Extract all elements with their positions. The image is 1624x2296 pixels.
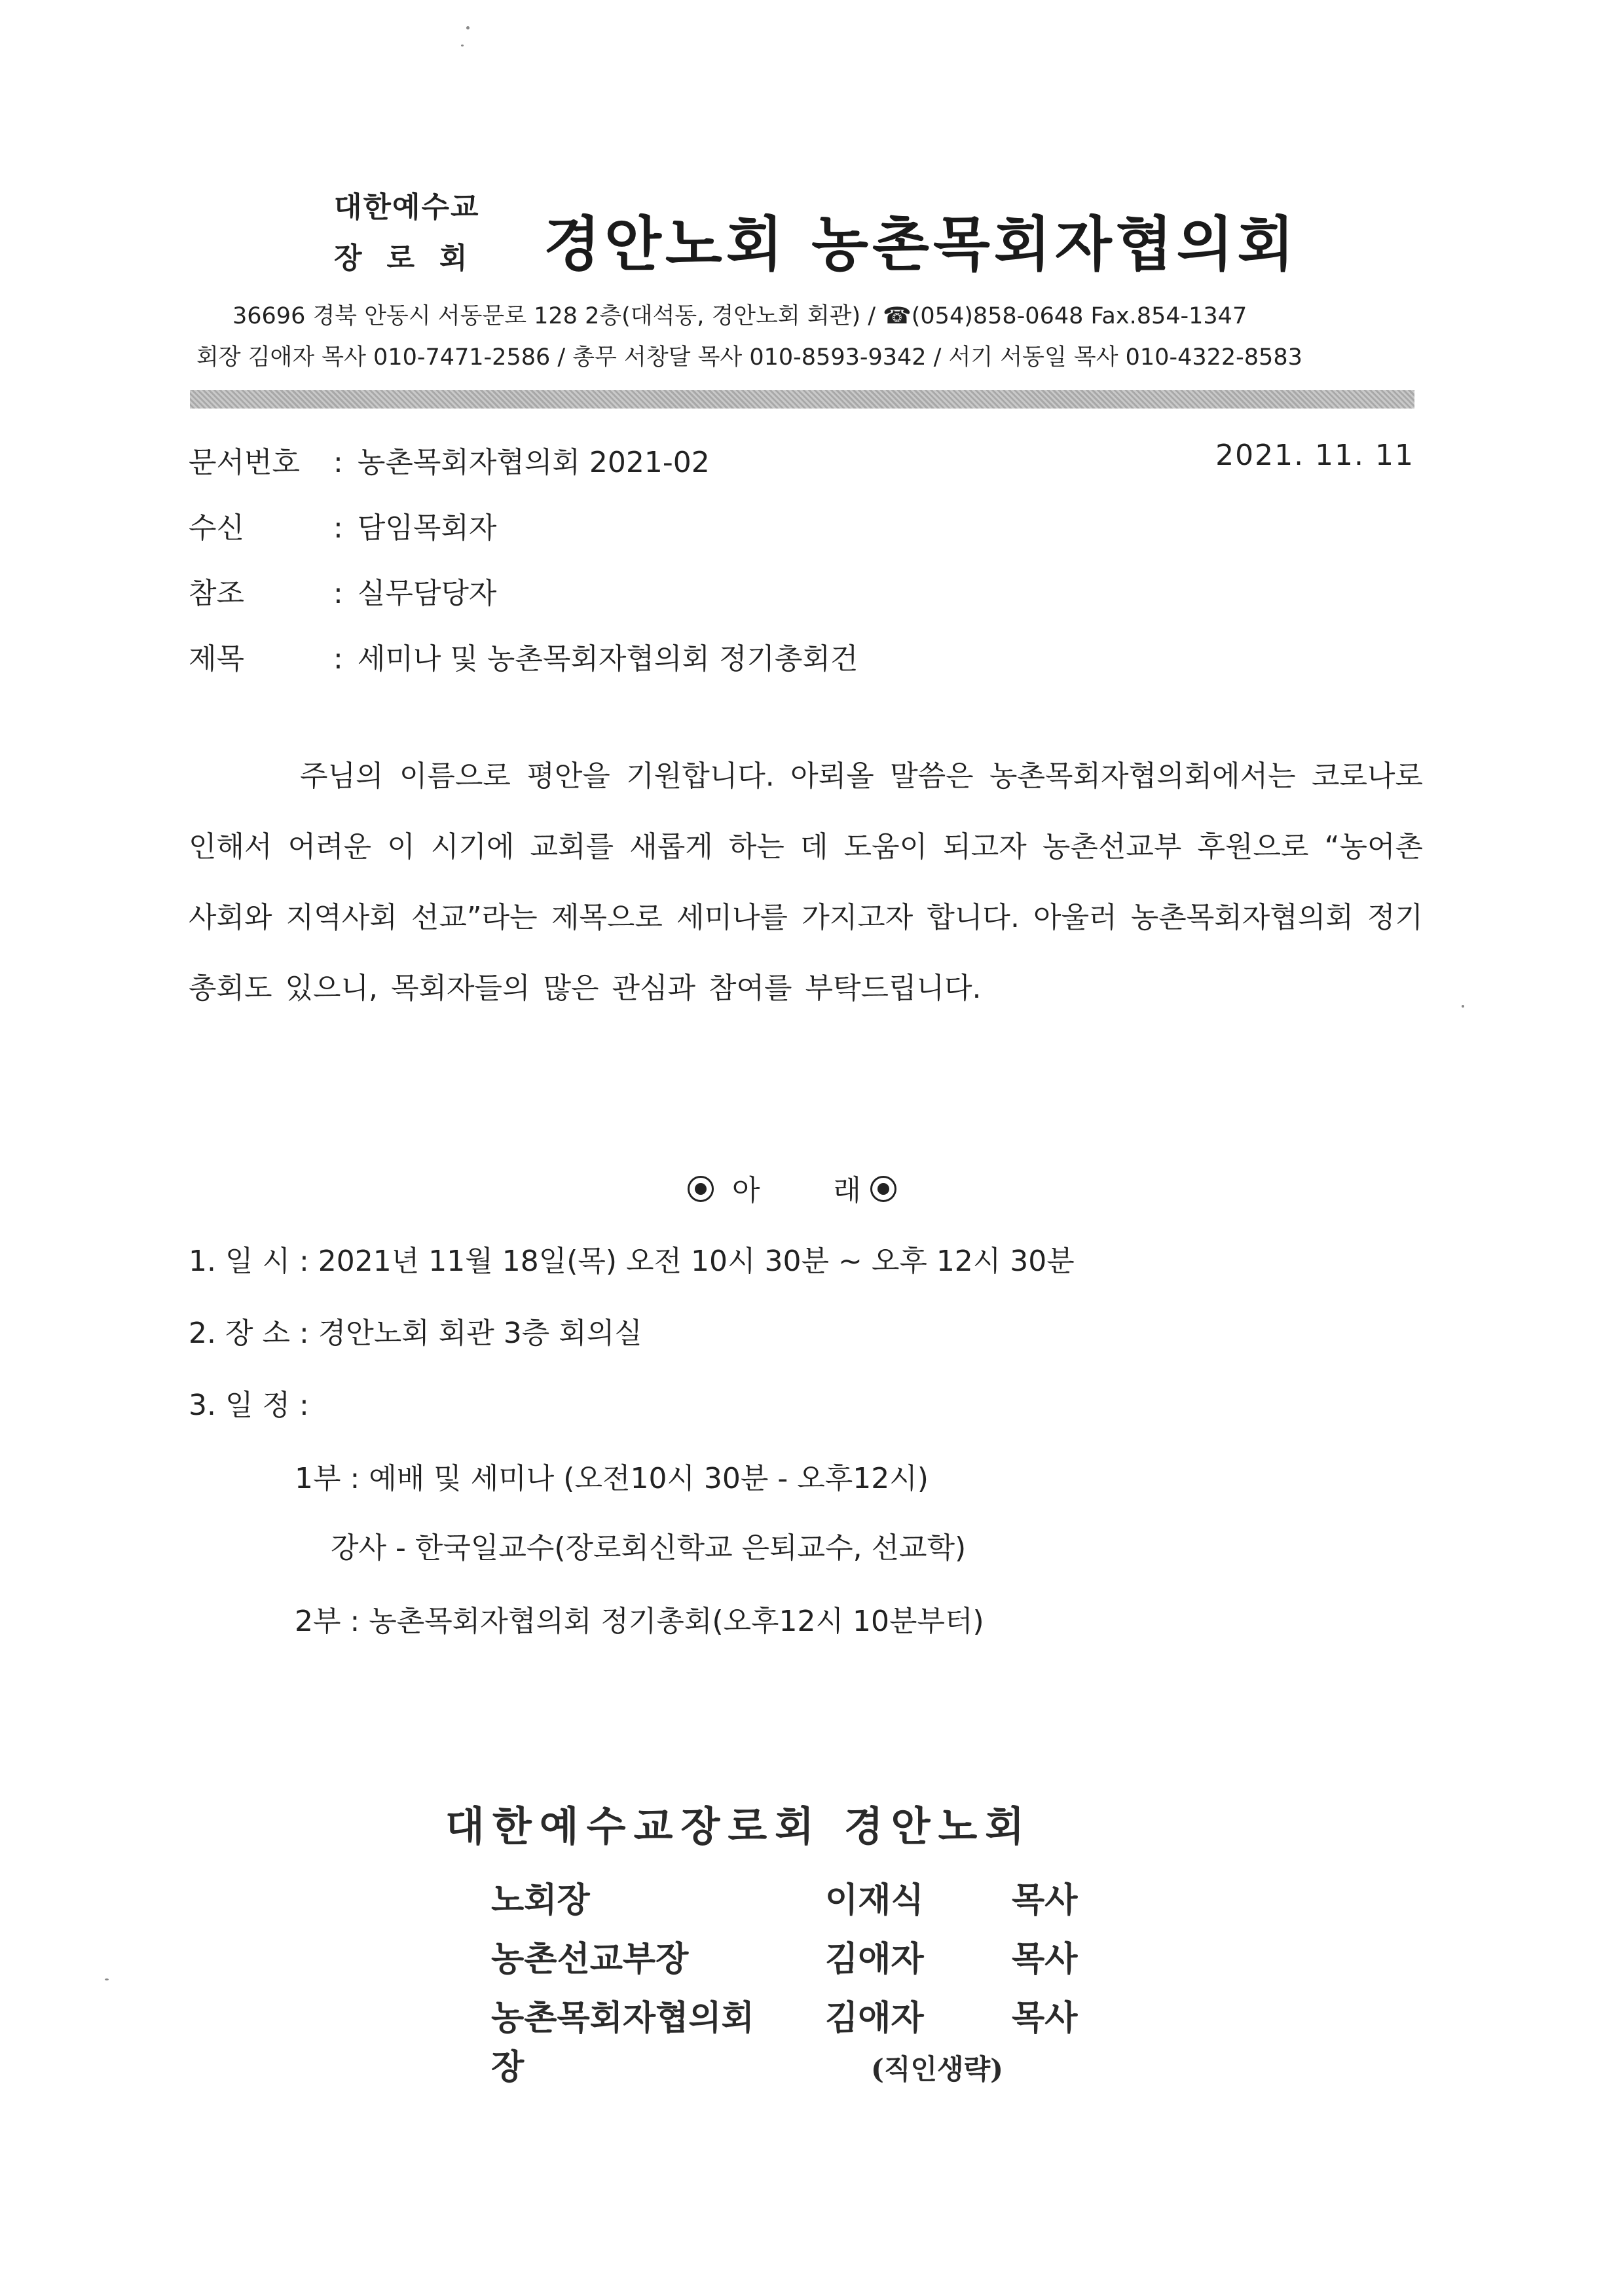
org-affiliation-line1: 대한예수교 [334, 191, 480, 224]
subject-field [189, 635, 858, 677]
scan-speck [466, 26, 470, 29]
org-contacts: 회장 김애자 목사 010-7471-2586 / 총무 서창달 목사 010-8593-9342 / 서기 서동일 목사 010-4322-8583 [196, 344, 1302, 371]
details-heading-b: 래 [833, 1174, 861, 1207]
scan-speck [105, 1978, 109, 1980]
details-heading-a: 아 [731, 1174, 760, 1207]
recipient-colon: : [333, 511, 343, 545]
schedule-lecturer: 강사 - 한국일교수(장로회신학교 은퇴교수, 선교학) [331, 1531, 967, 1565]
doc-date: 2021. 11. 11 [1215, 439, 1414, 472]
scan-speck [461, 45, 464, 46]
doc-number-label: 문서번호 [189, 446, 301, 479]
signer-role: 노회장 [491, 1880, 590, 1920]
signer-name: 이재식 [825, 1880, 924, 1920]
signer-honorific: 목사 [1012, 1880, 1078, 1920]
reference-label: 참조 [189, 577, 245, 610]
detail-schedule: 3. 일 정 : [189, 1389, 309, 1422]
signer-name: 김애자 [825, 1998, 924, 2038]
recipient-label: 수신 [189, 511, 245, 545]
org-address: 36696 경북 안동시 서동문로 128 2층(대석동, 경안노회 회관) / ☎(054)858-0648 Fax.854-1347 [232, 303, 1247, 329]
org-name-heading: 경안노회 농촌목회자협의회 [544, 210, 1299, 279]
org-affiliation-line2: 장로회 [334, 242, 492, 275]
detail-place: 2. 장 소 : 경안노회 회관 3층 회의실 [189, 1317, 642, 1350]
scan-speck [1462, 1005, 1464, 1008]
bullseye-icon [870, 1176, 896, 1202]
doc-number-value: 농촌목회자협의회 2021-02 [357, 446, 710, 479]
subject-label: 제목 [189, 642, 245, 676]
recipient-field [189, 504, 496, 546]
recipient-value: 담임목회자 [357, 511, 497, 545]
signer-role: 농촌목회자협의회장 [491, 1998, 754, 2087]
details-heading [688, 1167, 896, 1209]
body-paragraph: 주님의 이름으로 평안을 기원합니다. 아뢰올 말씀은 농촌목회자협의회에서는 코로나로 인해서 어려운 이 시기에 교회를 새롭게 하는 데 도움이 되고자 농촌선교부 후원으로 “농어촌 사회와 지역사회 선교”라는 제목으로 세미나를 가지고자 합니다. 아울러 농촌목회자협의회 정기총회도 있으니, 목회자들의 많은 관심과 참여를 부탁드립니다. [189, 759, 1423, 1005]
schedule-part1: 1부 : 예배 및 세미나 (오전10시 30분 - 오후12시) [295, 1462, 929, 1495]
subject-colon: : [333, 642, 343, 676]
body-text [189, 741, 1423, 1024]
letterhead-divider [190, 390, 1414, 409]
signer-honorific: 목사 [1012, 1939, 1078, 1979]
subject-value: 세미나 및 농촌목회자협의회 정기총회건 [357, 642, 858, 676]
schedule-part2: 2부 : 농촌목회자협의회 정기총회(오후12시 10분부터) [295, 1605, 984, 1638]
signer-honorific: 목사 [1012, 1998, 1078, 2038]
reference-value: 실무담당자 [357, 577, 497, 610]
reference-colon: : [333, 577, 343, 610]
seal-omitted-note: (직인생략) [871, 2053, 1004, 2085]
signer-role: 농촌선교부장 [491, 1939, 689, 1979]
reference-field [189, 570, 496, 611]
doc-number-field [189, 439, 710, 481]
doc-number-colon: : [333, 446, 343, 479]
detail-datetime: 1. 일 시 : 2021년 11월 18일(목) 오전 10시 30분 ~ 오후 12시 30분 [189, 1245, 1075, 1278]
bullseye-icon [688, 1176, 714, 1202]
signature-title: 대한예수교장로회 경안노회 [445, 1802, 1033, 1850]
signer-name: 김애자 [825, 1939, 924, 1979]
